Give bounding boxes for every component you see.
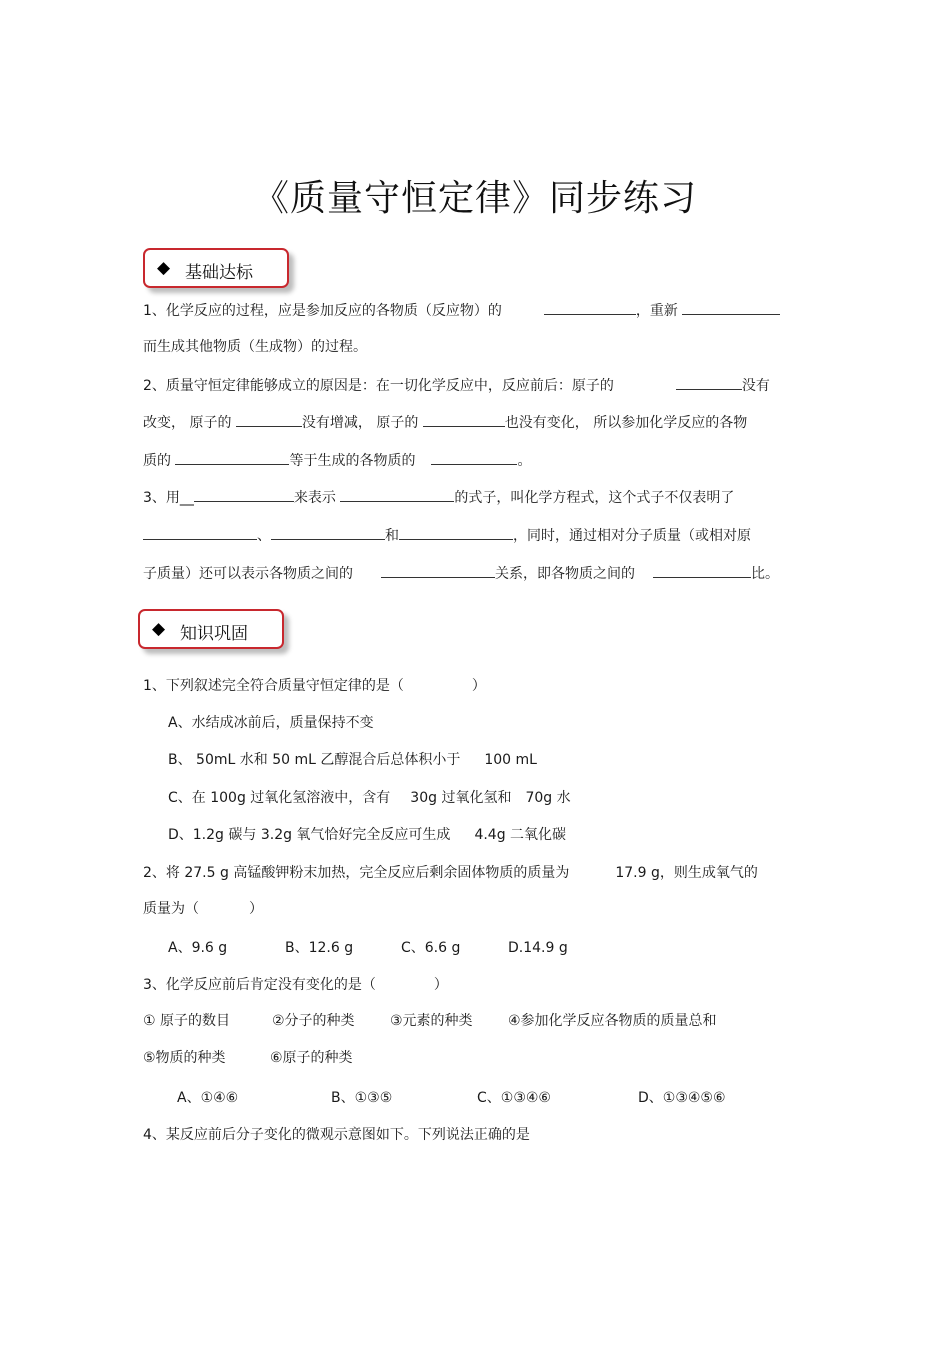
text: 没有 [741, 378, 770, 394]
text: 2、将 27.5 g 高锰酸钾粉末加热，完全反应后剩余固体物质的质量为 [143, 865, 570, 881]
q3-item-6: ⑥原子的种类 [270, 1050, 353, 1066]
q1-option-d [168, 825, 566, 845]
text: 也没有变化， 所以参加化学反应的各物 [504, 415, 748, 431]
q4-stem: 4、某反应前后分子变化的微观示意图如下。下列说法正确的是 [143, 1127, 530, 1143]
blank-field[interactable] [175, 449, 289, 465]
q2-option-b: B、12.6 g [285, 940, 354, 956]
text: 等于生成的各物质的 [289, 453, 416, 469]
text: 1、化学反应的过程，应是参加反应的各物质（反应物）的 [143, 303, 502, 319]
text: ，重新 [635, 303, 678, 319]
q3-option-a: A、①④⑥ [177, 1090, 239, 1106]
q2-option-d: D.14.9 g [508, 940, 568, 956]
basic-line-8 [143, 562, 779, 584]
text: 和 [385, 528, 399, 544]
q3-item-3: ③元素的种类 [390, 1013, 473, 1029]
text: 17.9 g，则生成氧气的 [615, 865, 758, 881]
basic-line-7 [143, 524, 751, 546]
text: ，同时，通过相对分子质量（或相对原 [513, 528, 751, 544]
text: 比。 [751, 566, 779, 582]
text: 关系，即各物质之间的 [495, 566, 635, 582]
blank-field[interactable] [399, 524, 513, 540]
blank-field[interactable] [236, 411, 302, 427]
diamond-icon: ◆ [152, 619, 166, 639]
basic-line-4 [143, 411, 747, 433]
text: 质量为（ [143, 901, 199, 917]
text: 4.4g 二氧化碳 [474, 827, 567, 843]
text: 、 [257, 528, 271, 544]
text: C、在 100g 过氧化氢溶液中，含有 [168, 790, 391, 806]
blank-field[interactable] [431, 449, 517, 465]
q3-item-5: ⑤物质的种类 [143, 1050, 226, 1066]
text: 30g 过氧化氢和 [410, 790, 512, 806]
basic-line-5 [143, 449, 531, 471]
section-label: 基础达标 [185, 263, 253, 283]
blank-field[interactable] [653, 562, 751, 578]
q3-item-4: ④参加化学反应各物质的质量总和 [508, 1013, 717, 1029]
text: 改变， 原子的 [143, 415, 232, 431]
q2-option-c: C、6.6 g [401, 940, 461, 956]
text: 来表示 [293, 490, 336, 506]
q3-option-c: C、①③④⑥ [477, 1090, 551, 1106]
basic-line-6 [143, 486, 734, 508]
blank-field[interactable] [194, 486, 294, 502]
section-tag-consolidate [138, 609, 284, 649]
blank-field[interactable] [676, 374, 742, 390]
text: 质的 [143, 453, 171, 469]
text: 1、下列叙述完全符合质量守恒定律的是（ [143, 678, 404, 694]
diamond-icon: ◆ [157, 258, 171, 278]
q3-option-d: D、①③④⑤⑥ [638, 1090, 726, 1106]
section-tag-basic [143, 248, 289, 288]
basic-line-1 [143, 299, 780, 321]
text: 100 mL [484, 752, 537, 768]
q1-option-b [168, 750, 537, 770]
q1-option-c [168, 788, 571, 808]
text: 子质量）还可以表示各物质之间的 [143, 566, 353, 582]
text: D、1.2g 碳与 3.2g 氧气恰好完全反应可生成 [168, 827, 451, 843]
basic-line-3 [143, 374, 770, 396]
q3-item-1: ① 原子的数目 [143, 1013, 231, 1029]
basic-line-2: 而生成其他物质（生成物）的过程。 [143, 339, 367, 355]
text: 70g 水 [525, 790, 571, 806]
page-title: 《质量守恒定律》同步练习 [252, 178, 697, 219]
blank-field[interactable] [381, 562, 495, 578]
text: 。 [517, 453, 532, 469]
q2-stem-cont [143, 899, 263, 919]
text: __ [179, 490, 194, 506]
text: 2、质量守恒定律能够成立的原因是：在一切化学反应中，反应前后：原子的 [143, 378, 614, 394]
q3-stem [143, 975, 448, 995]
q3-item-2: ②分子的种类 [272, 1013, 355, 1029]
text: ） [433, 977, 448, 993]
blank-field[interactable] [340, 486, 454, 502]
q1-stem [143, 676, 486, 696]
text: B、 50mL 水和 50 mL 乙醇混合后总体积小于 [168, 752, 461, 768]
blank-field[interactable] [544, 299, 636, 315]
blank-field[interactable] [423, 411, 505, 427]
blank-field[interactable] [682, 299, 780, 315]
blank-field[interactable] [271, 524, 385, 540]
q2-stem [143, 863, 758, 883]
text: 的式子，叫化学方程式，这个式子不仅表明了 [454, 490, 735, 506]
text: ） [471, 678, 486, 694]
q3-option-b: B、①③⑤ [331, 1090, 393, 1106]
text: ） [249, 901, 263, 917]
q2-option-a: A、9.6 g [168, 940, 228, 956]
section-label: 知识巩固 [180, 624, 248, 644]
text: 3、用 [143, 490, 180, 506]
q1-option-a: A、水结成冰前后，质量保持不变 [168, 715, 374, 731]
text: 3、化学反应前后肯定没有变化的是（ [143, 977, 376, 993]
blank-field[interactable] [143, 524, 257, 540]
text: 没有增减， 原子的 [301, 415, 419, 431]
